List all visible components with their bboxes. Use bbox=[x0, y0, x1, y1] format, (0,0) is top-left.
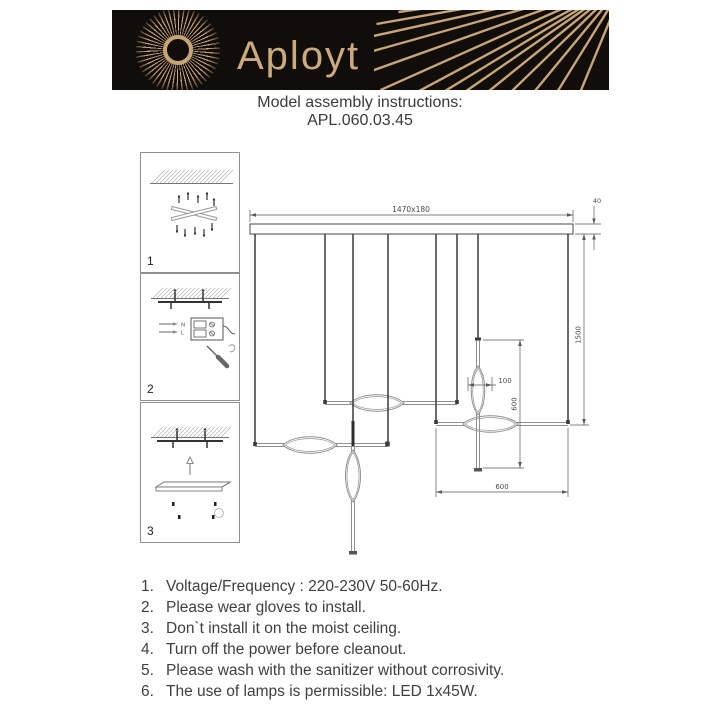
step2-illustration bbox=[141, 274, 239, 400]
dim-pendant-height-label: 600 bbox=[510, 397, 519, 411]
dim-plate-label: 1470x180 bbox=[392, 205, 430, 214]
up-arrow-icon bbox=[187, 457, 193, 475]
instruction-item bbox=[0, 639, 720, 660]
item-text: The use of lamps is permissible: LED 1x45W. bbox=[166, 683, 478, 700]
bracket-icon bbox=[157, 431, 223, 448]
instruction-item bbox=[0, 618, 720, 639]
ceiling-plate bbox=[250, 224, 573, 234]
dimension-plate-height bbox=[575, 206, 601, 250]
instruction-item bbox=[0, 597, 720, 618]
brand-banner bbox=[112, 10, 609, 90]
sunburst-center bbox=[163, 35, 193, 65]
brand-name: Aployt bbox=[237, 34, 361, 78]
outgoing-wire bbox=[223, 326, 235, 334]
step3-illustration bbox=[141, 403, 239, 542]
item-number: 2. bbox=[141, 599, 154, 616]
item-number: 5. bbox=[141, 662, 154, 679]
item-number: 3. bbox=[141, 620, 154, 637]
rays-decoration-icon bbox=[374, 10, 609, 90]
pendant-center bbox=[346, 447, 361, 553]
dim-drop-label: 1500 bbox=[574, 326, 583, 344]
item-number: 6. bbox=[141, 683, 154, 700]
instruction-item bbox=[0, 576, 720, 597]
item-number: 1. bbox=[141, 578, 154, 595]
step-panel-2 bbox=[140, 273, 240, 401]
page-title: Model assembly instructions: bbox=[257, 94, 463, 111]
item-text: Please wear gloves to install. bbox=[166, 599, 366, 616]
svg-text:N: N bbox=[181, 322, 185, 329]
item-number: 4. bbox=[141, 641, 154, 658]
instruction-item bbox=[0, 681, 720, 702]
canopy-plate-icon bbox=[156, 482, 230, 491]
item-text: Don`t install it on the moist ceiling. bbox=[166, 620, 402, 637]
item-text: Voltage/Frequency : 220-230V 50-60Hz. bbox=[166, 578, 443, 595]
pendant-right bbox=[471, 340, 485, 470]
step-number-1: 1 bbox=[147, 254, 154, 268]
screws-icon bbox=[172, 502, 217, 519]
model-number: APL.060.03.45 bbox=[307, 112, 413, 129]
instruction-item bbox=[0, 660, 720, 681]
step-number-3: 3 bbox=[147, 524, 154, 538]
svg-text:L: L bbox=[181, 330, 185, 337]
step-number-2: 2 bbox=[147, 382, 154, 396]
sunburst-logo-icon bbox=[136, 10, 220, 90]
step1-illustration bbox=[141, 153, 239, 272]
item-text: Please wash with the sanitizer without corrosivity. bbox=[166, 662, 505, 679]
item-text: Turn off the power before cleanout. bbox=[166, 641, 407, 658]
dim-bar-length-label: 600 bbox=[495, 483, 509, 491]
technical-drawing bbox=[245, 195, 615, 567]
dim-plate-height-label: 40 bbox=[592, 197, 602, 205]
screwdriver-icon bbox=[207, 345, 235, 366]
ceiling-hatch-icon bbox=[153, 288, 231, 298]
step-panel-1 bbox=[140, 152, 240, 273]
mounting-cross-icon bbox=[171, 206, 216, 220]
dim-leaf-width-label: 100 bbox=[498, 377, 512, 385]
ceiling-hatch-icon bbox=[153, 427, 231, 437]
suspension-wires bbox=[255, 234, 568, 445]
terminal-block-icon bbox=[191, 318, 223, 340]
fastener-ring-icon bbox=[215, 509, 224, 518]
ceiling-hatch-icon bbox=[152, 170, 233, 183]
wires-icon bbox=[159, 324, 174, 332]
instruction-list bbox=[0, 576, 720, 702]
step-panel-3 bbox=[140, 402, 240, 543]
